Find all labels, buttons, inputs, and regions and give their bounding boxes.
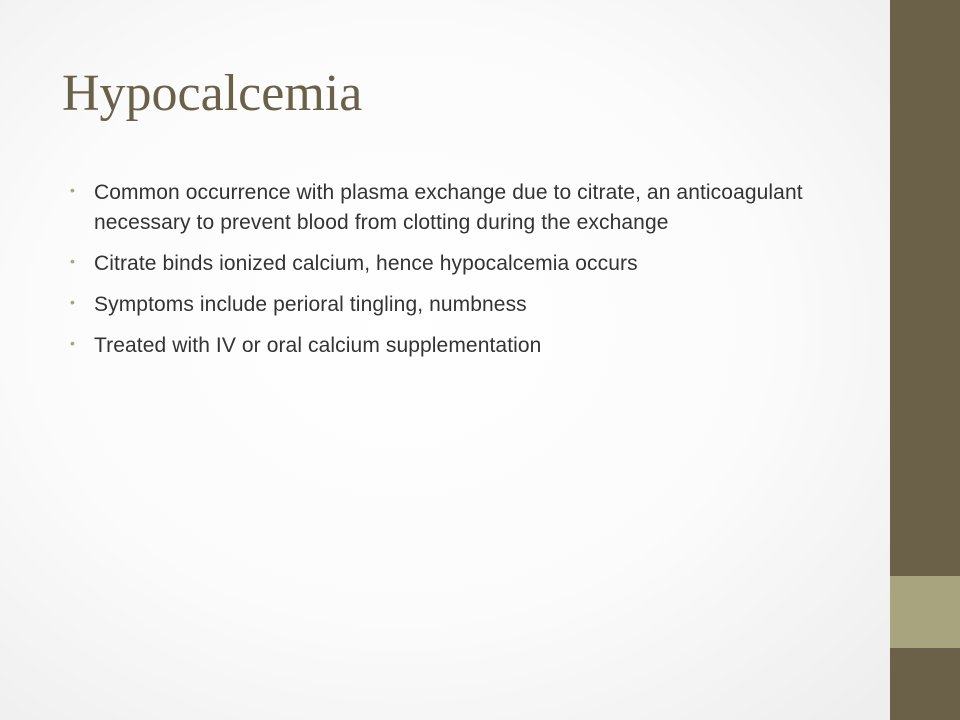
side-accent-block [890,576,960,648]
bullet-item [70,331,840,361]
bullet-item [70,249,840,279]
slide-title: Hypocalcemia [62,65,363,122]
bullet-text: Citrate binds ionized calcium, hence hypocalcemia occurs [94,252,638,275]
bullet-item [70,290,840,320]
bullet-text: Common occurrence with plasma exchange due to citrate, an anticoagulant necessary to prevent blood from clotting during the exchange [94,181,803,234]
bullet-list [70,178,840,372]
bullet-dot-icon: • [70,294,76,310]
bullet-dot-icon: • [70,253,76,269]
bullet-dot-icon: • [70,335,76,351]
bullet-dot-icon: • [70,182,76,198]
bullet-text: Symptoms include perioral tingling, numbness [94,293,527,316]
bullet-item [70,178,840,238]
bullet-text: Treated with IV or oral calcium supplementation [94,334,542,357]
